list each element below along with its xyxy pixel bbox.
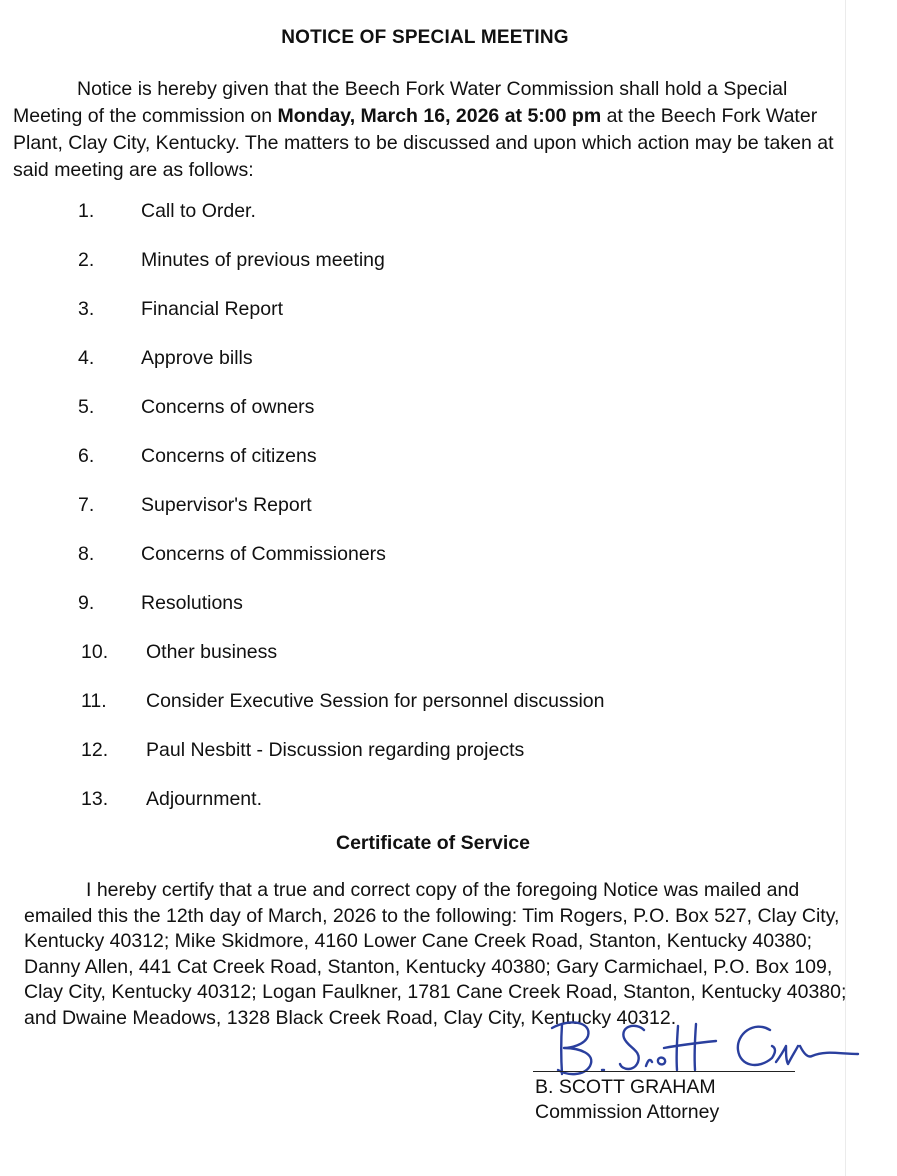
agenda-label: Minutes of previous meeting — [141, 249, 385, 271]
signer-role: Commission Attorney — [535, 1101, 720, 1123]
agenda-number: 10. — [81, 641, 109, 663]
agenda-number: 4. — [78, 347, 95, 369]
agenda-label: Consider Executive Session for personnel discussion — [146, 690, 605, 712]
agenda-number: 7. — [78, 494, 95, 516]
agenda-number: 12. — [81, 739, 109, 761]
agenda-number: 5. — [78, 396, 95, 418]
agenda-item — [78, 396, 778, 445]
signer-block — [535, 1075, 719, 1125]
agenda-label: Concerns of citizens — [141, 445, 317, 467]
intro-paragraph — [13, 76, 843, 184]
agenda-label: Concerns of owners — [141, 396, 315, 418]
certificate-paragraph — [24, 878, 854, 1031]
agenda-item — [78, 592, 778, 641]
agenda-item — [78, 494, 778, 543]
agenda-item — [78, 641, 778, 690]
agenda-list — [78, 200, 778, 837]
agenda-item — [78, 690, 778, 739]
agenda-number: 1. — [78, 200, 95, 222]
agenda-number: 11. — [81, 690, 107, 712]
agenda-label: Adjournment. — [146, 788, 262, 810]
agenda-label: Financial Report — [141, 298, 283, 320]
certificate-text: I hereby certify that a true and correct copy of the foregoing Notice was mailed and emailed this the 12th day of March, 2026 to the following: Tim Rogers, P.O. Box 527, Clay City, Kentucky 40312; Mike Skidmore, 4160 Lower Cane Creek Road, Stanton, Kentucky 40380; Danny Allen, 441 Cat Creek Road, Stanton, Kentucky 40380; Gary Carmichael, P.O. Box 109, Clay City, Kentucky 40312; Logan Faulkner, 1781 Cane Creek Road, Stanton, Kentucky 40380; and Dwaine Meadows, 1328 Black Creek Road, Clay City, Kentucky 40312. — [24, 879, 847, 1029]
intro-text-1: Notice is hereby given that the Beech Fork Water Commission shall hold a Special Meeting of the commission on — [13, 78, 788, 127]
signature-strokes — [552, 1022, 858, 1074]
agenda-item — [78, 200, 778, 249]
agenda-label: Approve bills — [141, 347, 253, 369]
agenda-number: 9. — [78, 592, 95, 614]
agenda-number: 13. — [81, 788, 109, 810]
agenda-label: Resolutions — [141, 592, 243, 614]
agenda-item — [78, 543, 778, 592]
agenda-item — [78, 788, 778, 837]
agenda-number: 8. — [78, 543, 95, 565]
agenda-label: Supervisor's Report — [141, 494, 312, 516]
agenda-number: 2. — [78, 249, 95, 271]
agenda-item — [78, 249, 778, 298]
agenda-label: Paul Nesbitt - Discussion regarding projects — [146, 739, 525, 761]
signer-name: B. SCOTT GRAHAM — [535, 1076, 716, 1098]
meeting-datetime: Monday, March 16, 2026 at 5:00 pm — [277, 105, 602, 127]
certificate-heading: Certificate of Service — [335, 832, 530, 854]
agenda-item — [78, 445, 778, 494]
signature-line — [533, 1071, 795, 1072]
agenda-label: Call to Order. — [141, 200, 256, 222]
agenda-item — [78, 739, 778, 788]
intro-text-2: at the Beech Fork Water Plant, Clay City, Kentucky. The matters to be discussed and upon which action may be taken at said meeting are as follows: — [13, 105, 834, 181]
handwritten-signature — [540, 1018, 860, 1078]
agenda-number: 3. — [78, 298, 95, 320]
agenda-label: Concerns of Commissioners — [141, 543, 386, 565]
page-title: NOTICE OF SPECIAL MEETING — [281, 27, 569, 48]
agenda-item — [78, 298, 778, 347]
agenda-label: Other business — [146, 641, 278, 663]
agenda-item — [78, 347, 778, 396]
agenda-number: 6. — [78, 445, 95, 467]
